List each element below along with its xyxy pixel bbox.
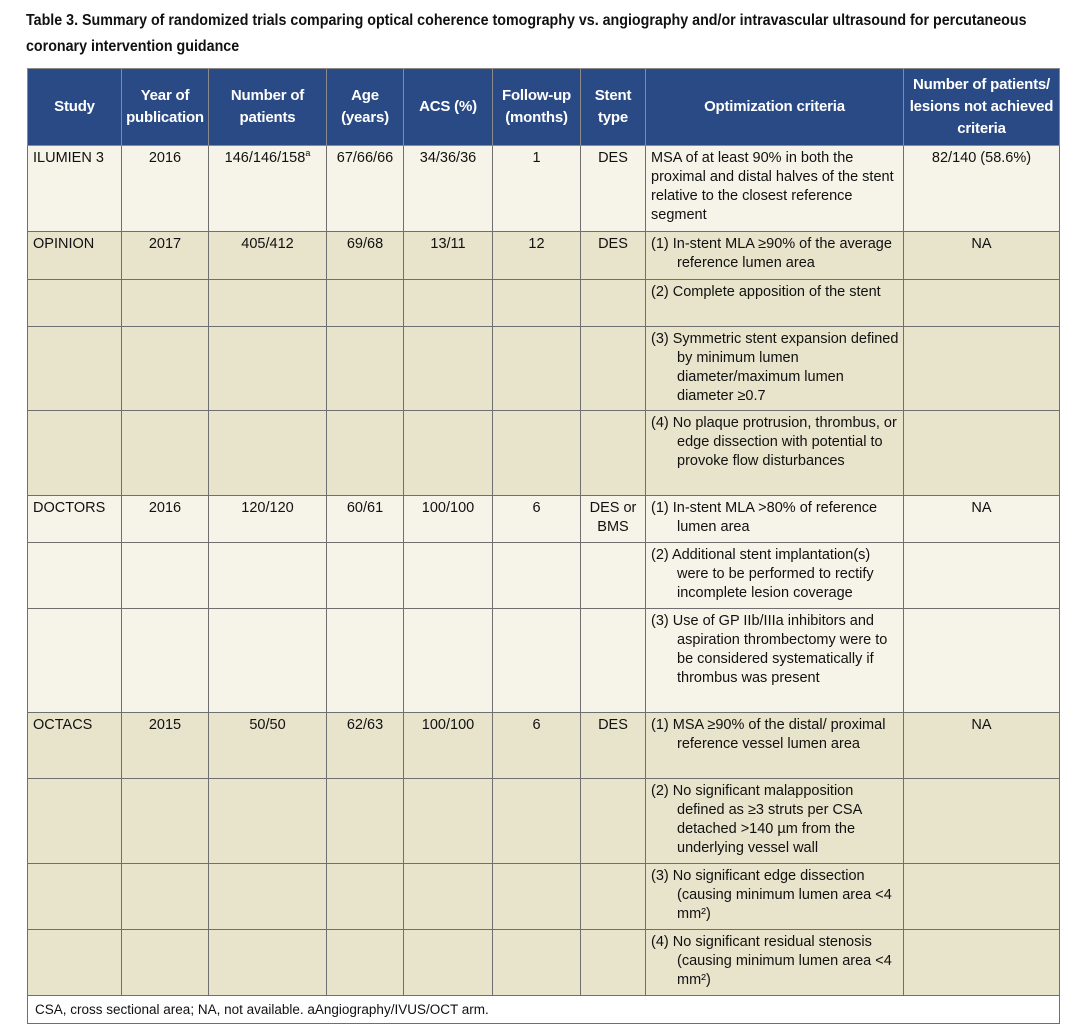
cell-criteria bbox=[646, 609, 904, 713]
criterion-text: (1) In-stent MLA >80% of reference lumen area bbox=[651, 500, 878, 535]
cell-patients: 146/146/158$^a$ bbox=[209, 146, 327, 232]
cell-year: 2016 bbox=[122, 496, 209, 543]
cell-stent: DES bbox=[581, 713, 646, 779]
cell-study: DOCTORS bbox=[28, 496, 122, 543]
cell-followup: 6 bbox=[493, 496, 581, 543]
table-row bbox=[28, 779, 1060, 864]
criterion-text: (1) In-stent MLA ≥90% of the average reference lumen area bbox=[651, 236, 892, 271]
table-row bbox=[28, 543, 1060, 609]
table-row bbox=[28, 280, 1060, 327]
cell-study: OCTACS bbox=[28, 713, 122, 779]
cell-criteria bbox=[646, 543, 904, 609]
cell-criteria: MSA of at least 90% in both the proximal and distal halves of the stent relative to the closest reference segment bbox=[646, 146, 904, 232]
cell-age: 60/61 bbox=[327, 496, 404, 543]
cell-year: 2017 bbox=[122, 232, 209, 280]
cell-criteria bbox=[646, 713, 904, 779]
cell-not-achieved: NA bbox=[904, 496, 1060, 543]
cell-criteria bbox=[646, 496, 904, 543]
cell-patients: 120/120 bbox=[209, 496, 327, 543]
cell-study: OPINION bbox=[28, 232, 122, 280]
cell-followup: 1 bbox=[493, 146, 581, 232]
header-acs: ACS (%) bbox=[404, 69, 493, 146]
table-row bbox=[28, 496, 1060, 543]
criterion-text: (4) No plaque protrusion, thrombus, or edge dissection with potential to provoke flow disturbances bbox=[651, 415, 897, 469]
footnote-row bbox=[28, 996, 1060, 1024]
cell-study: ILUMIEN 3 bbox=[28, 146, 122, 232]
cell-age: 69/68 bbox=[327, 232, 404, 280]
cell-not-achieved: NA bbox=[904, 713, 1060, 779]
table-row bbox=[28, 327, 1060, 411]
cell-patients: 405/412 bbox=[209, 232, 327, 280]
criterion-text: (3) Use of GP IIb/IIIa inhibitors and aspiration thrombectomy were to be considered systematically if thrombus was present bbox=[651, 613, 888, 686]
cell-criteria bbox=[646, 411, 904, 496]
table-row bbox=[28, 930, 1060, 996]
header-followup: Follow-up (months) bbox=[493, 69, 581, 146]
cell-age: 67/66/66 bbox=[327, 146, 404, 232]
cell-age: 62/63 bbox=[327, 713, 404, 779]
table-row bbox=[28, 411, 1060, 496]
cell-not-achieved: NA bbox=[904, 232, 1060, 280]
criterion-text: (2) Complete apposition of the stent bbox=[651, 284, 881, 300]
cell-criteria bbox=[646, 232, 904, 280]
cell-criteria bbox=[646, 779, 904, 864]
cell-year: 2015 bbox=[122, 713, 209, 779]
cell-acs: 13/11 bbox=[404, 232, 493, 280]
table-row bbox=[28, 146, 1060, 232]
cell-not-achieved: 82/140 (58.6%) bbox=[904, 146, 1060, 232]
header-stent: Stent type bbox=[581, 69, 646, 146]
header-study: Study bbox=[28, 69, 122, 146]
table-row bbox=[28, 232, 1060, 280]
header-patients: Number of patients bbox=[209, 69, 327, 146]
cell-year: 2016 bbox=[122, 146, 209, 232]
cell-patients: 50/50 bbox=[209, 713, 327, 779]
criterion-text: (1) MSA ≥90% of the distal/ proximal reference vessel lumen area bbox=[651, 717, 886, 752]
criterion-text: (3) No significant edge dissection (causing minimum lumen area <4 mm²) bbox=[651, 868, 892, 922]
criterion-text: (2) No significant malapposition defined as ≥3 struts per CSA detached >140 µm from the underlying vessel wall bbox=[651, 783, 862, 856]
table-caption: Table 3. Summary of randomized trials comparing optical coherence tomography vs. angiography and/or intravascular ultrasound for percutaneous coronary intervention guidance bbox=[26, 12, 1027, 55]
cell-stent: DES bbox=[581, 146, 646, 232]
table-row bbox=[28, 713, 1060, 779]
cell-followup: 6 bbox=[493, 713, 581, 779]
table-footnote: CSA, cross sectional area; NA, not available. aAngiography/IVUS/OCT arm. bbox=[28, 996, 1060, 1024]
criterion-text: (4) No significant residual stenosis (causing minimum lumen area <4 mm²) bbox=[651, 934, 892, 988]
cell-criteria bbox=[646, 327, 904, 411]
header-not-achieved: Number of patients/ lesions not achieved criteria bbox=[904, 69, 1060, 146]
header-age: Age (years) bbox=[327, 69, 404, 146]
criterion-text: (3) Symmetric stent expansion defined by minimum lumen diameter/maximum lumen diameter ≥0.7 bbox=[651, 331, 899, 404]
header-row bbox=[28, 69, 1060, 146]
cell-criteria bbox=[646, 280, 904, 327]
trials-table bbox=[27, 68, 1060, 1024]
table-row bbox=[28, 864, 1060, 930]
cell-acs: 34/36/36 bbox=[404, 146, 493, 232]
header-criteria: Optimization criteria bbox=[646, 69, 904, 146]
cell-criteria bbox=[646, 864, 904, 930]
cell-stent: DES or BMS bbox=[581, 496, 646, 543]
cell-acs: 100/100 bbox=[404, 713, 493, 779]
cell-followup: 12 bbox=[493, 232, 581, 280]
cell-acs: 100/100 bbox=[404, 496, 493, 543]
cell-criteria bbox=[646, 930, 904, 996]
table-row bbox=[28, 609, 1060, 713]
header-year: Year of publication bbox=[122, 69, 209, 146]
criterion-text: (2) Additional stent implantation(s) were to be performed to rectify incomplete lesion coverage bbox=[651, 547, 874, 601]
cell-stent: DES bbox=[581, 232, 646, 280]
